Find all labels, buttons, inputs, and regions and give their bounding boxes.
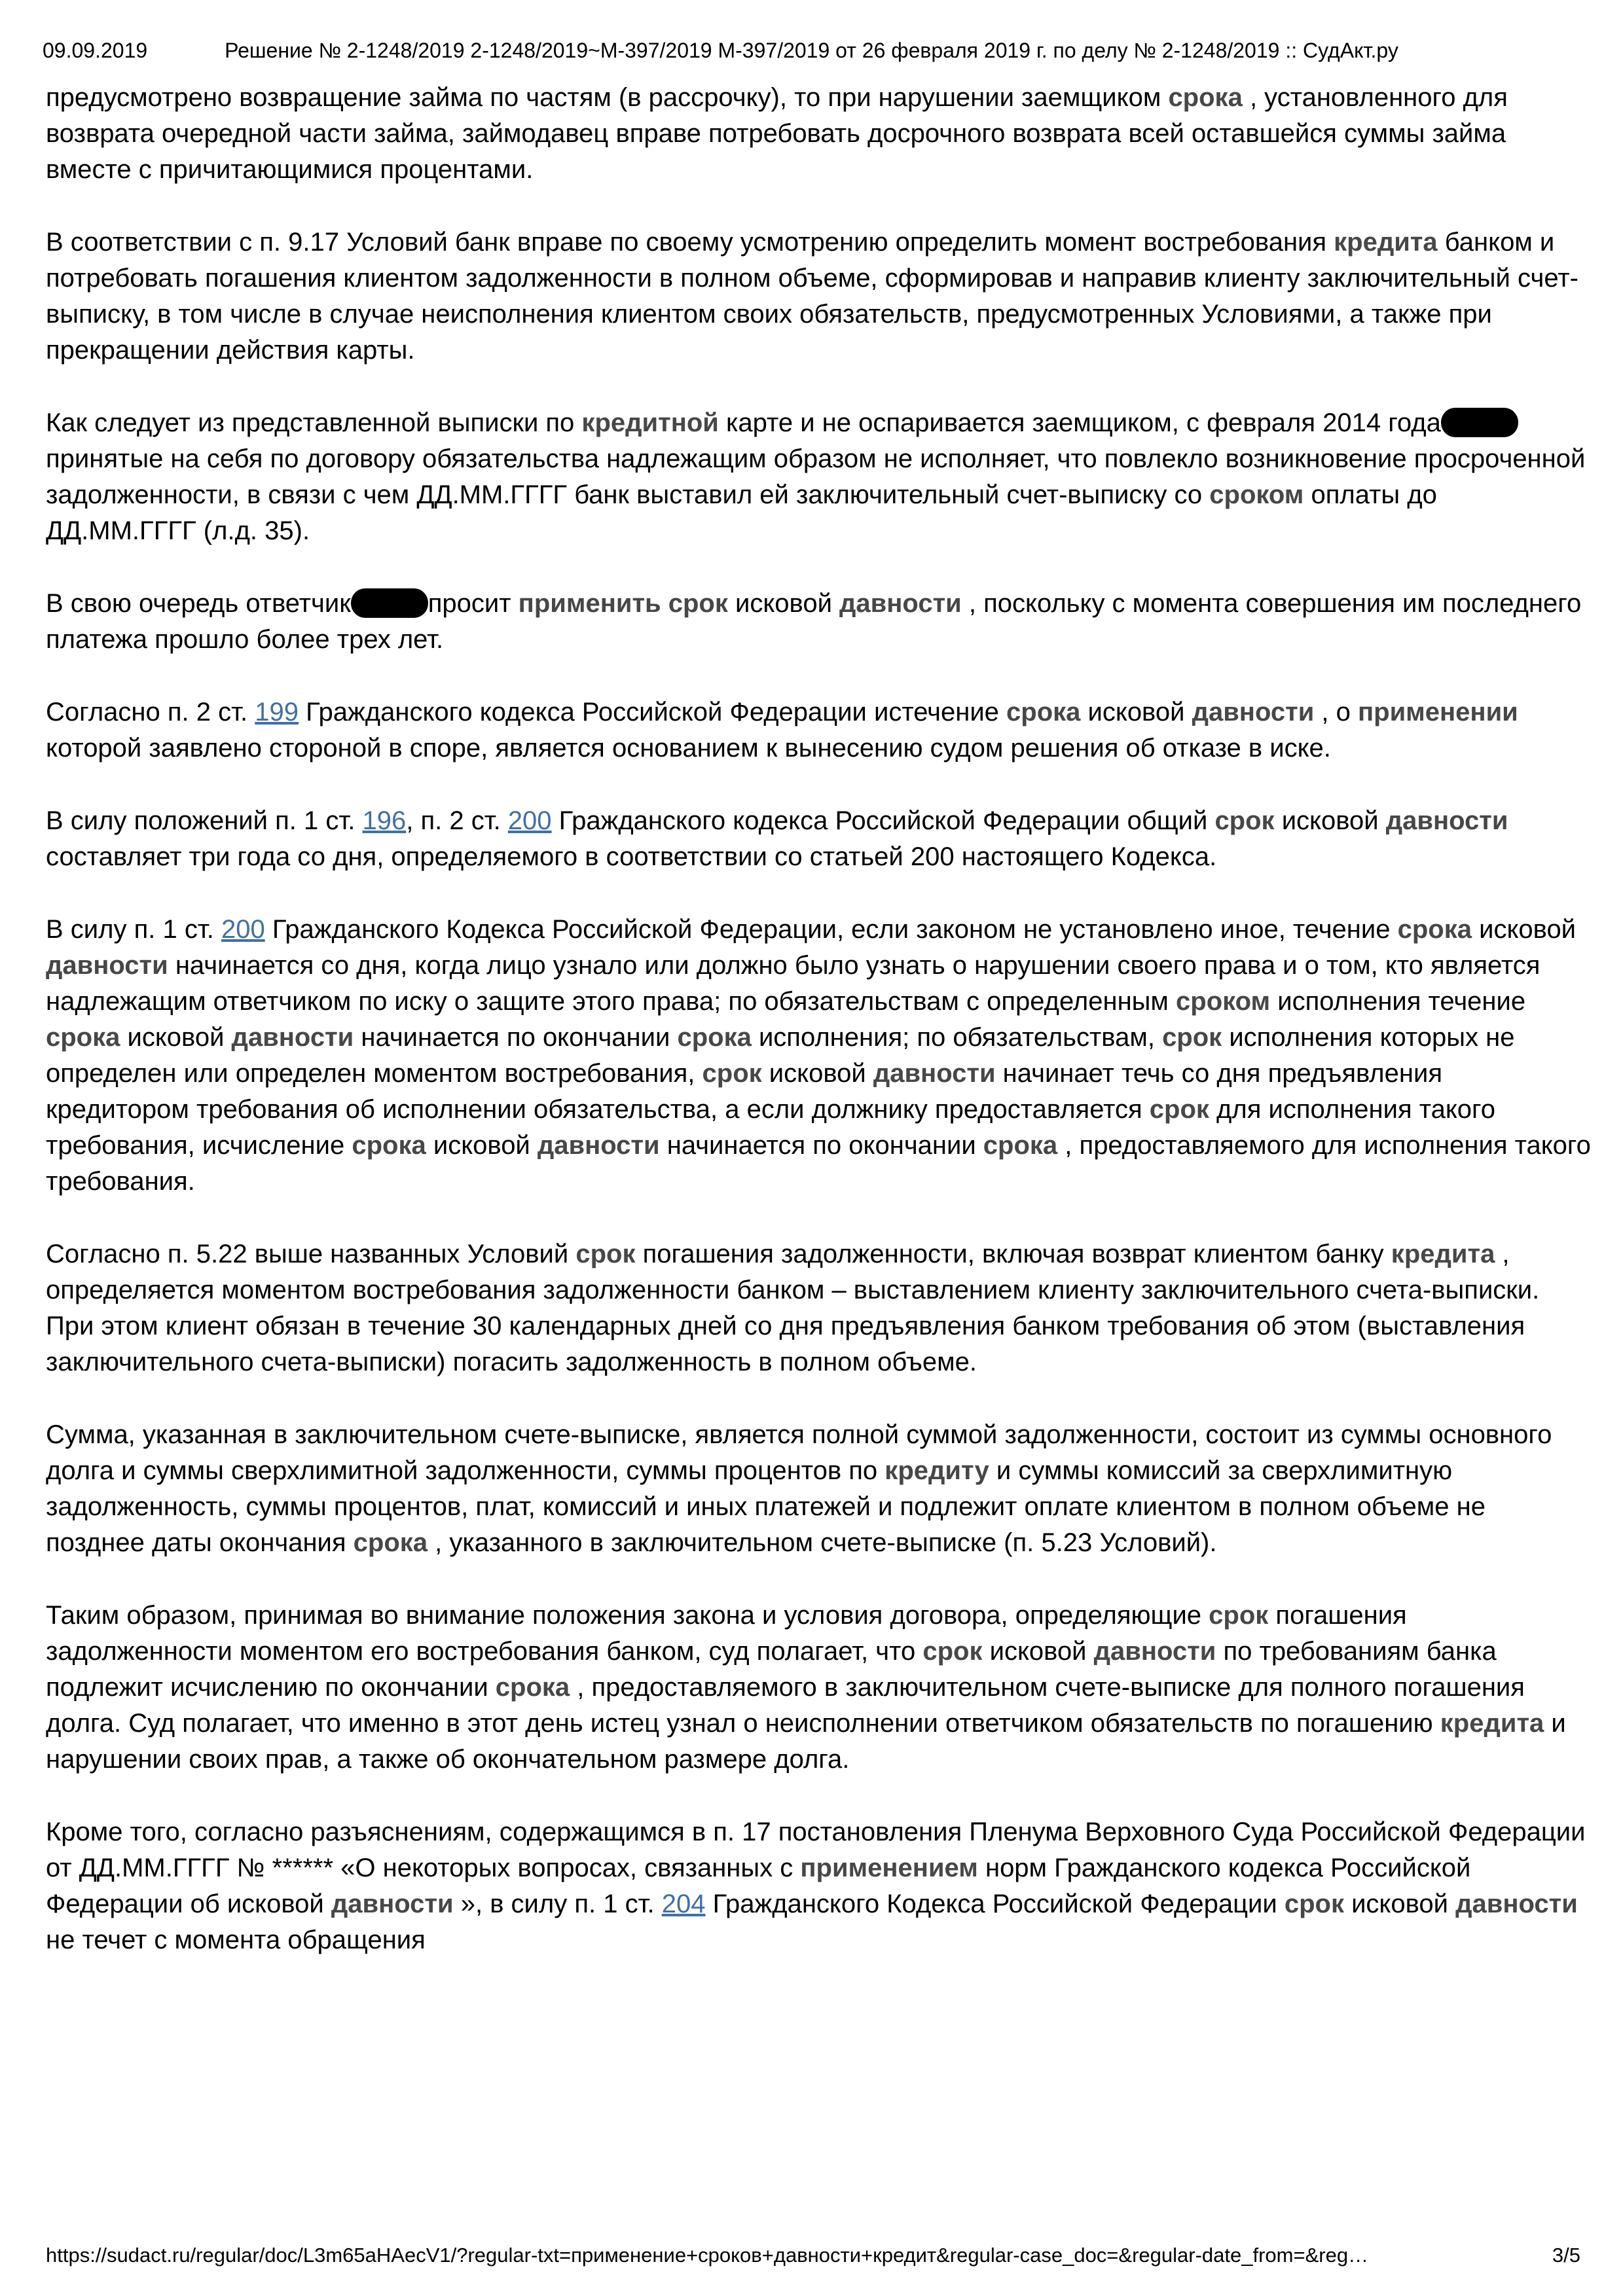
highlighted-term: срок [1149, 1095, 1209, 1124]
highlighted-term: срок [1284, 1890, 1344, 1918]
statute-link[interactable]: 196 [362, 806, 407, 835]
body-text: исковой [727, 589, 840, 618]
highlighted-term: кредита [1391, 1240, 1495, 1268]
highlighted-term: срока [352, 1131, 426, 1160]
highlighted-term: срока [1168, 83, 1243, 112]
paragraph [46, 405, 1591, 549]
highlighted-term: срока [353, 1528, 428, 1557]
highlighted-term: давности [231, 1023, 354, 1052]
page-title: Решение № 2-1248/2019 2-1248/2019~М-397/2019 М-397/2019 от 26 февраля 2019 г. по делу № 2-1248/2019 :: СудАкт.ру [225, 39, 1398, 62]
statute-link[interactable]: 200 [221, 915, 265, 944]
redaction-box [1441, 408, 1518, 437]
body-text: погашения задолженности, включая возврат клиентом банку [635, 1240, 1391, 1268]
body-text: исковой [1080, 698, 1192, 726]
statute-link[interactable]: 199 [255, 698, 299, 726]
body-text: для исполнения такого требования, исчисление [46, 1095, 1496, 1160]
body-text: исковой [426, 1131, 538, 1160]
highlighted-term: срок [702, 1059, 762, 1088]
body-text: оплаты до ДД.ММ.ГГГГ (л.д. 35). [46, 480, 1437, 545]
body-text: исковой [761, 1059, 873, 1088]
body-text: Согласно п. 2 ст. [46, 698, 255, 726]
paragraph [46, 694, 1591, 766]
highlighted-term: срок [1162, 1023, 1222, 1052]
body-text: начинается по окончании [659, 1131, 983, 1160]
body-text: Гражданского Кодекса Российской Федерации [705, 1890, 1285, 1918]
highlighted-term: кредита [1440, 1709, 1544, 1738]
body-text: исковой [982, 1637, 1094, 1666]
highlighted-term: срока [1006, 698, 1081, 726]
highlighted-term: кредиту [884, 1456, 989, 1485]
body-text: которой заявлено стороной в споре, является основанием к вынесению судом решения об отказе в иске. [46, 734, 1331, 762]
paragraph [46, 224, 1591, 368]
paragraph [46, 586, 1591, 658]
body-text: , предоставляемого для исполнения такого требования. [46, 1131, 1591, 1196]
body-text: начинается по окончании [354, 1023, 678, 1052]
highlighted-term: срока [1397, 915, 1472, 944]
body-text: и суммы комиссий за сверхлимитную задолженность, суммы процентов, плат, комиссий и иных платежей и подлежит оплате клиентом в полном объеме не позднее даты окончания [46, 1456, 1486, 1557]
body-text: исковой [1274, 806, 1386, 835]
highlighted-term: кредита [1334, 228, 1438, 257]
paragraph [46, 1814, 1591, 1958]
statute-link[interactable]: 204 [661, 1890, 706, 1918]
highlighted-term: срок [1209, 1601, 1269, 1630]
highlighted-term: давности [1192, 698, 1315, 726]
highlighted-term: давности [331, 1890, 454, 1918]
body-text: банком и потребовать погашения клиентом задолженности в полном объеме, сформировав и направив клиенту заключительный счет-выписку, в том числе в случае неисполнения клиентом своих обязательств, предусмотренных Условиями, а также при прекращении действия карты. [46, 228, 1578, 365]
highlighted-term: срока [495, 1673, 570, 1702]
body-text: Сумма, указанная в заключительном счете-выписке, является полной суммой задолженности, состоит из суммы основного долга и суммы сверхлимитной задолженности, суммы процентов по [46, 1420, 1552, 1485]
print-header [43, 36, 1580, 65]
highlighted-term: давности [1455, 1890, 1578, 1918]
statute-link[interactable]: 200 [507, 806, 552, 835]
body-text: по требованиям банка подлежит исчислению по окончании [46, 1637, 1497, 1702]
body-text: не течет с момента обращения [46, 1926, 426, 1954]
body-text: Как следует из представленной выписки по [46, 408, 582, 437]
redaction-box [351, 588, 428, 618]
highlighted-term: давности [537, 1131, 660, 1160]
highlighted-term: применении [1357, 698, 1518, 726]
body-text: Гражданского Кодекса Российской Федерации, если законом не установлено иное, течение [264, 915, 1398, 944]
highlighted-term: давности [1093, 1637, 1216, 1666]
body-text: норм Гражданского кодекса Российской Федерации об исковой [46, 1854, 1471, 1918]
paragraph [46, 912, 1591, 1200]
body-text: составляет три года со дня, определяемого в соответствии со статьей 200 настоящего Кодекса. [46, 842, 1217, 871]
source-url: https://sudact.ru/regular/doc/L3m65aHAecV1/?regular-txt=применение+сроков+давности+кредит&regular-case_doc=&regular-date_from=&reg… [46, 2244, 1369, 2267]
body-text: исполнения которых не определен или определен моментом востребования, [46, 1023, 1515, 1088]
paragraph [46, 1236, 1591, 1380]
body-text: погашения задолженности моментом его востребования банком, суд полагает, что [46, 1601, 1407, 1666]
highlighted-term: кредитной [581, 408, 719, 437]
print-footer [43, 2242, 1580, 2269]
body-text: , установленного для возврата очередной части займа, займодавец вправе потребовать досрочного возврата всей оставшейся суммы займа вместе с причитающимися процентами. [46, 83, 1508, 184]
body-text: В соответствии с п. 9.17 Условий банк вправе по своему усмотрению определить момент востребования [46, 228, 1334, 257]
body-text: В силу п. 1 ст. [46, 915, 221, 944]
body-text: исполнения течение [1270, 987, 1526, 1016]
body-text: принятые на себя по договору обязательства надлежащим образом не исполняет, что повлекло возникновение просроченной задолженности, в связи с чем ДД.ММ.ГГГГ банк выставил ей заключительный счет-выписку со [46, 444, 1586, 509]
body-text: исковой [1471, 915, 1577, 944]
body-text: и нарушении своих прав, а также об окончательном размере долга. [46, 1709, 1566, 1774]
highlighted-term: срока [983, 1131, 1058, 1160]
body-text: , предоставляемого в заключительном счете-выписке для полного погашения долга. Суд полагает, что именно в этот день истец узнал о неисполнении ответчиком обязательств по погашению [46, 1673, 1525, 1738]
highlighted-term: давности [873, 1059, 996, 1088]
body-text: В свою очередь ответчик [46, 589, 351, 618]
body-text: , поскольку с момента совершения им последнего платежа прошло более трех лет. [46, 589, 1582, 654]
body-text: , указанного в заключительном счете-выписке (п. 5.23 Условий). [428, 1528, 1217, 1557]
body-text: », в силу п. 1 ст. [453, 1890, 662, 1918]
body-text: В силу положений п. 1 ст. [46, 806, 363, 835]
body-text: Гражданского кодекса Российской Федерации истечение [299, 698, 1007, 726]
highlighted-term: срок [575, 1240, 636, 1268]
body-text: предусмотрено возвращение займа по частям (в рассрочку), то при нарушении заемщиком [46, 83, 1169, 112]
print-date: 09.09.2019 [43, 39, 148, 62]
body-text: Гражданского кодекса Российской Федерации общий [551, 806, 1215, 835]
highlighted-term: срока [677, 1023, 752, 1052]
document-body [46, 80, 1591, 1995]
body-text: , определяется моментом востребования задолженности банком – выставлением клиенту заключительного счета-выписки. При этом клиент обязан в течение 30 календарных дней со дня предъявления банком требования об этом (выставления заключительного счета-выписки) погасить задолженность в полном объеме. [46, 1240, 1540, 1376]
body-text: , о [1314, 698, 1358, 726]
body-text: Кроме того, согласно разъяснениям, содержащимся в п. 17 постановления Пленума Верховного Суда Российской Федерации от ДД.ММ.ГГГГ № ****** «О некоторых вопросах, связанных с [46, 1818, 1586, 1882]
body-text: , п. 2 ст. [406, 806, 508, 835]
highlighted-term: давности [1385, 806, 1508, 835]
paragraph [46, 80, 1591, 188]
highlighted-term: срок [922, 1637, 983, 1666]
body-text: начинается со дня, когда лицо узнало или должно было узнать о нарушении своего права и о том, кто является надлежащим ответчиком по иску о защите этого права; по обязательствам с определенным [46, 951, 1541, 1016]
highlighted-term: давности [839, 589, 962, 618]
paragraph [46, 1598, 1591, 1778]
body-text: исковой [120, 1023, 232, 1052]
highlighted-term: срока [46, 1023, 120, 1052]
body-text: Согласно п. 5.22 выше названных Условий [46, 1240, 576, 1268]
paragraph [46, 803, 1591, 875]
highlighted-term: срок [1214, 806, 1275, 835]
paragraph [46, 1417, 1591, 1561]
highlighted-term: применением [800, 1854, 978, 1882]
body-text: начинает течь со дня предъявления кредитором требования об исполнении обязательства, а если должнику предоставляется [46, 1059, 1442, 1124]
body-text: просит [428, 589, 519, 618]
body-text: Таким образом, принимая во внимание положения закона и условия договора, определяющие [46, 1601, 1209, 1630]
highlighted-term: давности [46, 951, 168, 980]
body-text: карте и не оспаривается заемщиком, с февраля 2014 года [718, 408, 1441, 437]
body-text: исковой [1343, 1890, 1456, 1918]
page-number: 3/5 [1552, 2244, 1580, 2267]
body-text: исполнения; по обязательствам, [751, 1023, 1163, 1052]
highlighted-term: сроком [1209, 480, 1304, 509]
highlighted-term: сроком [1176, 987, 1271, 1016]
highlighted-term: применить срок [518, 589, 728, 618]
